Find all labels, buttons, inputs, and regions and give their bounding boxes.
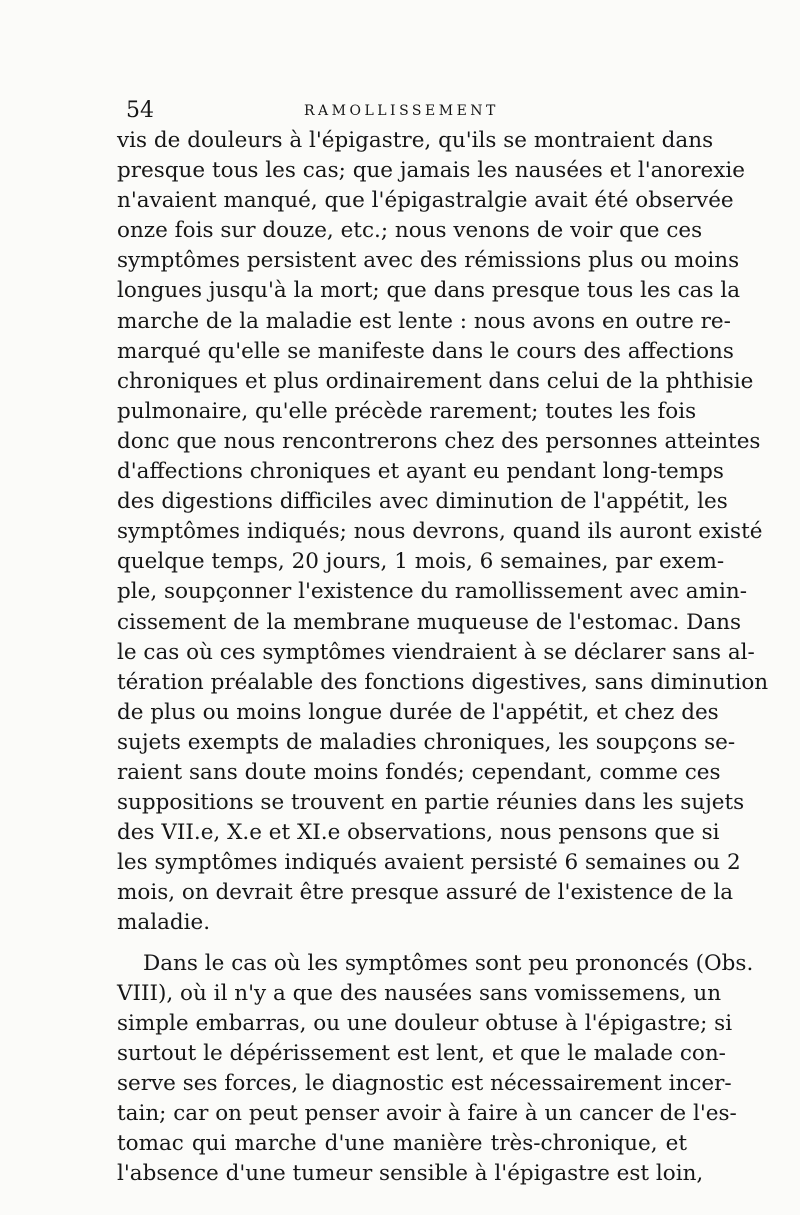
text-line: Dans le cas où les symptômes sont peu prononcés (Obs. <box>143 950 754 976</box>
text-line: raient sans doute moins fondés; cependant, comme ces <box>117 759 721 785</box>
text-line: tain; car on peut penser avoir à faire à un cancer de l'es- <box>117 1101 737 1126</box>
text-line: les symptômes indiqués avaient persisté 6 semaines ou 2 <box>117 850 741 876</box>
body-text <box>117 126 769 1189</box>
text-line: symptômes persistent avec des rémissions plus ou moins <box>117 248 740 274</box>
text-line: l'absence d'une tumeur sensible à l'épigastre est loin, <box>117 1161 704 1187</box>
text-line: de plus ou moins longue durée de l'appétit, et chez des <box>117 699 719 725</box>
text-line: suppositions se trouvent en partie réunies dans les sujets <box>117 790 745 816</box>
text-line: marqué qu'elle se manifeste dans le cours des affections <box>117 338 734 364</box>
text-line: onze fois sur douze, etc.; nous venons de voir que ces <box>117 218 703 244</box>
text-line: sujets exempts de maladies chroniques, les soupçons se- <box>117 729 736 755</box>
text-line: chroniques et plus ordinairement dans celui de la phthisie <box>117 368 754 394</box>
text-line: quelque temps, 20 jours, 1 mois, 6 semaines, par exem- <box>117 549 725 575</box>
paragraph-1 <box>117 126 769 939</box>
text-line: simple embarras, ou une douleur obtuse à l'épigastre; si <box>117 1010 733 1036</box>
page-number: 54 <box>126 98 154 123</box>
text-line: cissement de la membrane muqueuse de l'estomac. Dans <box>117 609 742 635</box>
text-line: ple, soupçonner l'existence du ramollissement avec amin- <box>117 579 747 605</box>
text-line: n'avaient manqué, que l'épigastralgie avait été observée <box>117 188 734 214</box>
text-line: mois, on devrait être presque assuré de l'existence de la <box>117 880 734 906</box>
paragraph-2 <box>117 949 754 1190</box>
text-line: surtout le dépérissement est lent, et que le malade con- <box>117 1040 726 1066</box>
text-line: tomac qui marche d'une manière très-chronique, et <box>117 1131 687 1157</box>
text-line: longues jusqu'à la mort; que dans presque tous les cas la <box>117 278 741 304</box>
paragraph-spacer <box>117 939 687 949</box>
text-line: d'affections chroniques et ayant eu pendant long-temps <box>117 459 724 485</box>
text-line: des digestions difficiles avec diminution de l'appétit, les <box>117 489 728 515</box>
text-line: presque tous les cas; que jamais les nausées et l'anorexie <box>117 158 745 184</box>
text-line: symptômes indiqués; nous devrons, quand ils auront existé <box>117 519 763 545</box>
text-line: donc que nous rencontrerons chez des personnes atteintes <box>117 428 761 454</box>
running-head: RAMOLLISSEMENT <box>304 103 499 119</box>
text-line: marche de la maladie est lente : nous avons en outre re- <box>117 308 731 334</box>
text-line: maladie. <box>117 910 211 936</box>
text-line: tération préalable des fonctions digestives, sans diminution <box>117 669 769 695</box>
text-line: vis de douleurs à l'épigastre, qu'ils se montraient dans <box>117 128 714 153</box>
text-line: le cas où ces symptômes viendraient à se déclarer sans al- <box>117 639 755 665</box>
text-line: VIII), où il n'y a que des nausées sans vomissemens, un <box>117 980 722 1006</box>
page-header <box>126 98 686 124</box>
text-line: des VII.e, X.e et XI.e observations, nous pensons que si <box>117 820 720 846</box>
text-line: pulmonaire, qu'elle précède rarement; toutes les fois <box>117 398 697 424</box>
text-line: serve ses forces, le diagnostic est nécessairement incer- <box>117 1070 732 1096</box>
